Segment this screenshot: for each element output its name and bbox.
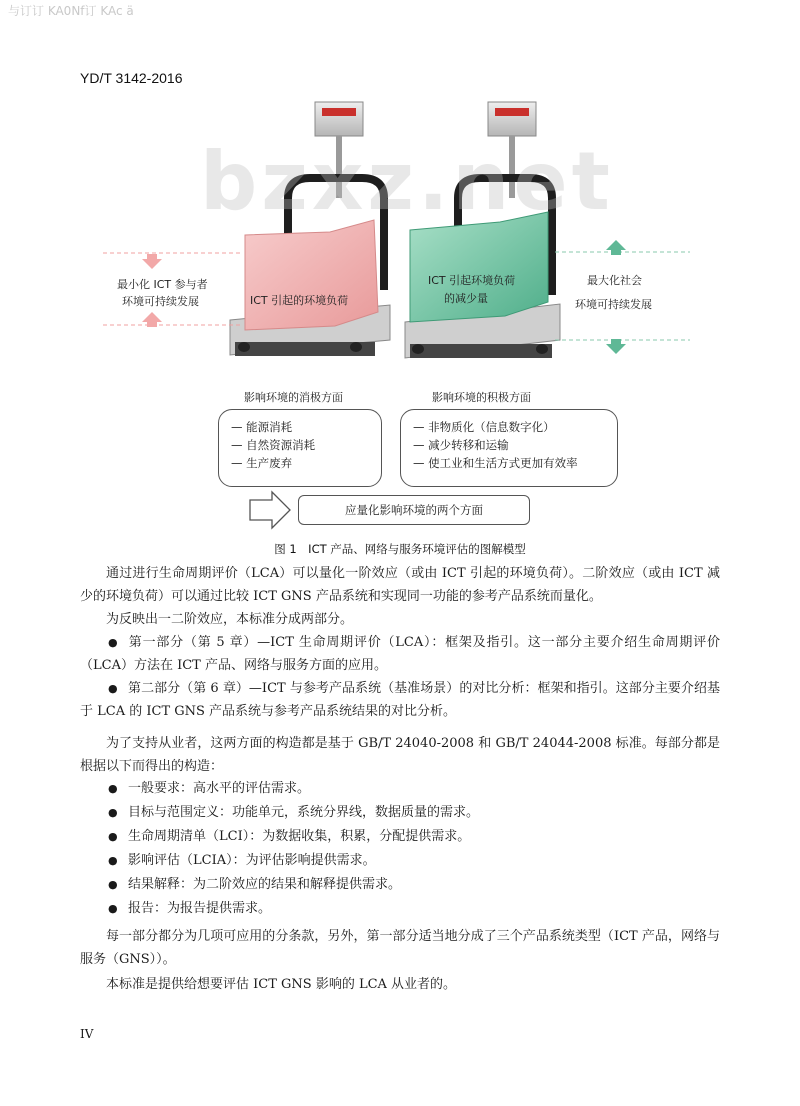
list-item: ● 影响评估（LCIA）：为评估影响提供需求。	[108, 850, 376, 873]
negative-item: — 生产废弃	[231, 456, 293, 470]
paragraph-subclauses: 每一部分都分为几项可应用的分条款，另外，第一部分适当地分成了三个产品系统类型（ICT 产品，网络与服务（GNS））。	[80, 929, 720, 967]
hollow-right-arrow-icon	[250, 492, 290, 528]
positive-item: — 使工业和生活方式更加有效率	[413, 456, 578, 470]
negative-item: — 能源消耗	[231, 420, 293, 434]
left-goal-line1: 最小化 ICT 参与者	[117, 278, 208, 291]
list-item: ● 报告：为报告提供需求。	[108, 898, 271, 921]
quantify-box	[298, 495, 530, 525]
right-scale-display	[488, 102, 536, 136]
negative-aspects-box	[218, 409, 382, 487]
list-item: ● 一般要求：高水平的评估需求。	[108, 778, 310, 801]
green-load-label-line2: 的减少量	[444, 292, 488, 305]
right-goal-line2: 环境可持续发展	[575, 298, 652, 311]
left-scale-display	[315, 102, 363, 136]
document-code: YD/T 3142-2016	[80, 70, 183, 86]
negative-aspects-title: 影响环境的消极方面	[244, 391, 343, 404]
watermark: bzxz.net	[200, 135, 614, 228]
paragraph-structure: 为了支持从业者，这两方面的构造都是基于 GB/T 24040-2008 和 GB/T 24044-2008 标准。每部分都是根据以下而得出的构造：	[80, 736, 720, 774]
paragraph-lca-effects: 通过进行生命周期评价（LCA）可以量化一阶效应（或由 ICT 引起的环境负荷）。二阶效应（或由 ICT 减少的环境负荷）可以通过比较 ICT GNS 产品系统和实现同一功能的参考产品系统而量化。	[80, 566, 720, 604]
figure-caption: 图 1 ICT 产品、网络与服务环境评估的图解模型	[274, 542, 526, 556]
right-scale-readout	[495, 108, 529, 116]
right-down-arrow-icon	[606, 339, 626, 354]
list-item: ● 结果解释：为二阶效应的结果和解释提供需求。	[108, 874, 401, 897]
positive-item: — 非物质化（信息数字化）	[413, 420, 555, 434]
positive-item: — 减少转移和运输	[413, 438, 509, 452]
right-scale-base	[410, 344, 552, 358]
page-number: IV	[80, 1027, 94, 1041]
positive-aspects-title: 影响环境的积极方面	[432, 391, 531, 404]
right-up-arrow-icon	[606, 240, 626, 255]
pink-load-label: ICT 引起的环境负荷	[250, 294, 349, 307]
quantify-label: 应量化影响环境的两个方面	[345, 503, 483, 517]
positive-aspects-box	[400, 409, 618, 487]
green-load-label-line1: ICT 引起环境负荷	[428, 274, 516, 287]
right-goal-line1: 最大化社会	[587, 274, 642, 287]
paragraph-two-parts: 为反映出一二阶效应，本标准分成两部分。	[106, 612, 354, 627]
list-item: ● 目标与范围定义：功能单元，系统分界线，数据质量的需求。	[108, 802, 479, 825]
left-scale-readout	[322, 108, 356, 116]
bullet-part-two: ● 第二部分（第 6 章）—ICT 与参考产品系统（基准场景）的对比分析：框架和指引。这部分主要介绍基于 LCA 的 ICT GNS 产品系统与参考产品系统结果的对比分析。	[80, 681, 720, 719]
top-corner-mark: 与订订 KA0Nf订 KAc ä	[8, 4, 134, 18]
bullet-part-two-text: 第二部分（第 6 章）—ICT 与参考产品系统（基准场景）的对比分析：框架和指引。这部分主要介绍基于 LCA 的 ICT GNS 产品系统与参考产品系统结果的对比分析。	[80, 681, 720, 719]
paragraph-audience: 本标准是提供给想要评估 ICT GNS 影响的 LCA 从业者的。	[106, 977, 457, 992]
bullet-part-one-text: 第一部分（第 5 章）—ICT 生命周期评价（LCA）：框架及指引。这一部分主要介绍生命周期评价（LCA）方法在 ICT 产品、网络与服务方面的应用。	[80, 635, 720, 673]
pink-load-box	[245, 220, 378, 330]
bullet-part-one: ● 第一部分（第 5 章）—ICT 生命周期评价（LCA）：框架及指引。这一部分主要介绍生命周期评价（LCA）方法在 ICT 产品、网络与服务方面的应用。	[80, 635, 720, 673]
negative-item: — 自然资源消耗	[231, 438, 316, 452]
left-goal-line2: 环境可持续发展	[122, 295, 199, 308]
list-item: ● 生命周期清单（LCI）：为数据收集，积累，分配提供需求。	[108, 826, 470, 849]
left-down-arrow-icon	[142, 254, 162, 269]
